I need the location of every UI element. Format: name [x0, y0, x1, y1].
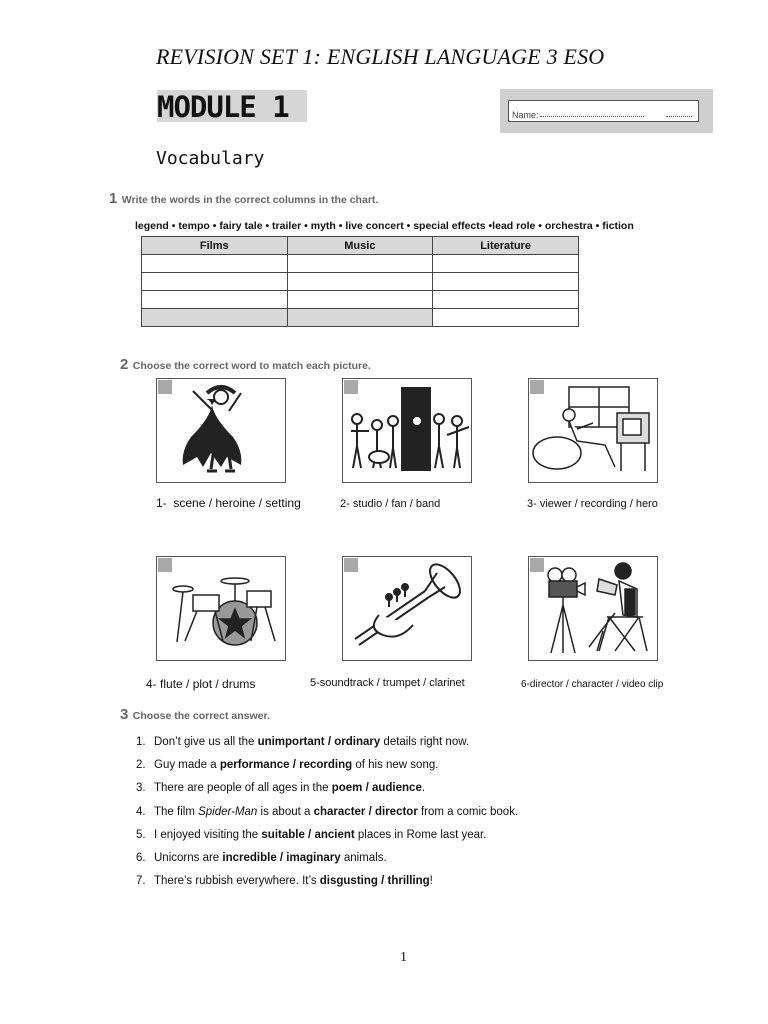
question-item: 6. Unicorns are incredible / imaginary animals.: [136, 851, 387, 864]
answer-choice[interactable]: suitable / ancient: [261, 828, 355, 841]
column-header: Literature: [433, 237, 579, 255]
answer-box[interactable]: [158, 380, 172, 394]
item-options: viewer / recording / hero: [539, 498, 658, 510]
answer-box[interactable]: [344, 380, 358, 394]
options-2: [340, 498, 440, 510]
question-item: 7. There’s rubbish everywhere. It’s disgusting / thrilling!: [136, 875, 433, 888]
chart-cell[interactable]: [142, 291, 288, 309]
exercise-instruction: Choose the correct word to match each picture.: [132, 360, 371, 372]
item-number: 5-: [310, 677, 320, 689]
question-item: 4. The film Spider-Man is about a character / director from a comic book.: [136, 805, 519, 818]
word-bank: legend • tempo • fairy tale • trailer • myth • live concert • special effects •lead role • orchestra • fiction: [135, 220, 634, 232]
exercise-3-header: [120, 706, 270, 724]
item-number: 6-: [521, 679, 530, 690]
item-number: 1-: [156, 496, 167, 510]
picture-5: [342, 556, 472, 661]
chart-cell[interactable]: [287, 291, 433, 309]
band-icon: [343, 379, 471, 482]
item-options: scene / heroine / setting: [173, 496, 301, 510]
picture-2: [342, 378, 472, 483]
name-dotted-line-2: [666, 110, 692, 117]
answer-choice[interactable]: incredible / imaginary: [222, 851, 341, 864]
section-heading: Vocabulary: [156, 148, 265, 169]
options-6: [521, 679, 663, 690]
answer-choice[interactable]: poem / audience: [331, 782, 422, 795]
page-number: 1: [400, 950, 407, 965]
answer-choice[interactable]: character / director: [313, 805, 418, 818]
chart-cell[interactable]: [433, 291, 579, 309]
picture-3: [528, 378, 658, 483]
answer-choice[interactable]: unimportant / ordinary: [257, 736, 381, 748]
chart-cell[interactable]: [287, 273, 433, 291]
answer-box[interactable]: [530, 380, 544, 394]
chart-cell[interactable]: [142, 255, 288, 273]
options-4: [146, 677, 255, 691]
question-list: [136, 733, 518, 895]
name-dotted-line: [540, 110, 644, 117]
trumpet-icon: [343, 557, 471, 660]
picture-1: [156, 378, 286, 483]
item-options: director / character / video clip: [529, 679, 664, 690]
question-item: 2. Guy made a performance / recording of his new song.: [136, 759, 439, 772]
exercise-instruction: Write the words in the correct columns in the chart.: [121, 194, 379, 206]
chart-cell[interactable]: [287, 309, 433, 327]
exercise-1-header: [109, 190, 378, 208]
item-options: soundtrack / trumpet / clarinet: [319, 677, 465, 689]
director-icon: [529, 557, 657, 660]
column-header: Films: [142, 237, 288, 255]
exercise-2-header: [120, 356, 371, 374]
question-item: 5. I enjoyed visiting the suitable / ancient places in Rome last year.: [136, 828, 487, 841]
item-options: flute / plot / drums: [160, 677, 256, 691]
exercise-number: 1: [109, 190, 118, 207]
answer-choice[interactable]: disgusting / thrilling: [319, 875, 430, 888]
picture-6: [528, 556, 658, 661]
question-item: 3. There are people of all ages in the poem / audience.: [136, 782, 426, 795]
viewer-icon: [529, 379, 657, 482]
chart-cell[interactable]: [433, 273, 579, 291]
exercise-instruction: Choose the correct answer.: [132, 710, 270, 722]
exercise-number: 2: [120, 356, 129, 373]
options-3: [527, 498, 658, 510]
answer-choice[interactable]: performance / recording: [219, 759, 353, 772]
document-title: REVISION SET 1: ENGLISH LANGUAGE 3 ESO: [156, 44, 605, 69]
column-header: Music: [287, 237, 433, 255]
item-options: studio / fan / band: [352, 498, 441, 510]
answer-box[interactable]: [344, 558, 358, 572]
word-chart: [141, 236, 579, 327]
chart-cell[interactable]: [142, 309, 288, 327]
options-1: [156, 496, 301, 510]
item-number: 2-: [340, 498, 350, 510]
options-5: [310, 677, 465, 689]
chart-cell[interactable]: [433, 255, 579, 273]
answer-box[interactable]: [530, 558, 544, 572]
chart-cell[interactable]: [433, 309, 579, 327]
picture-4: [156, 556, 286, 661]
item-number: 4-: [146, 677, 157, 691]
question-item: 1. Don’t give us all the unimportant / ordinary details right now.: [136, 736, 470, 748]
chart-cell[interactable]: [142, 273, 288, 291]
module-heading: MODULE 1: [157, 90, 289, 124]
exercise-number: 3: [120, 706, 129, 723]
chart-cell[interactable]: [287, 255, 433, 273]
answer-box[interactable]: [158, 558, 172, 572]
item-number: 3-: [527, 498, 537, 510]
name-label: Name:: [512, 110, 539, 120]
heroine-icon: [157, 379, 285, 482]
drums-icon: [157, 557, 285, 660]
